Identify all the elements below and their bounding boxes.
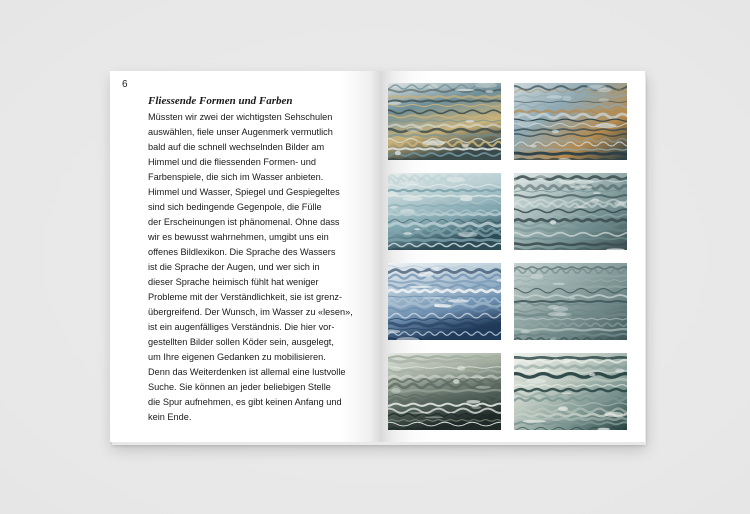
text-line: Müssten wir zwei der wichtigsten Sehschulen <box>148 112 333 122</box>
text-line: übergreifend. Der Wunsch, im Wasser zu «lesen», <box>148 307 353 317</box>
text-line: wir es bewusst wahrnehmen, umgibt uns ein <box>148 232 329 242</box>
water-reflection-photo-6 <box>514 263 627 340</box>
text-line: Suche. Sie können an jeder beliebigen Stelle <box>148 382 331 392</box>
section-heading: Fliessende Formen und Farben <box>148 95 293 107</box>
text-line: offenes Bildlexikon. Die Sprache des Wassers <box>148 247 336 257</box>
text-line: ist ein augenfälliges Verständnis. Die hier vor- <box>148 322 335 332</box>
water-reflection-photo-1 <box>388 83 501 160</box>
text-line: sind sich bedingende Gegenpole, die Fülle <box>148 202 322 212</box>
text-line: gestellten Bilder sollen Köder sein, ausgelegt, <box>148 337 334 347</box>
water-reflection-photo-4 <box>514 173 627 250</box>
water-reflection-photo-8 <box>514 353 627 430</box>
text-line: Himmel und Wasser, Spiegel und Gespiegeltes <box>148 187 340 197</box>
water-reflection-photo-2 <box>514 83 627 160</box>
page-number: 6 <box>122 79 128 90</box>
water-reflection-photo-5 <box>388 263 501 340</box>
text-line: Probleme mit der Verständlichkeit, sie ist grenz- <box>148 292 343 302</box>
text-line: Himmel und die fliessenden Formen- und <box>148 157 317 167</box>
text-line: der Erscheinungen ist phänomenal. Ohne dass <box>148 217 340 227</box>
text-line: dieser Sprache heimisch fühlt hat weniger <box>148 277 319 287</box>
text-line: auswählen, fiele unser Augenmerk vermutlich <box>148 127 333 137</box>
text-line: Farbenspiele, die sich im Wasser anbieten. <box>148 172 324 182</box>
body-text <box>148 110 370 425</box>
text-line: ist die Sprache der Augen, und wer sich in <box>148 262 320 272</box>
water-reflection-photo-7 <box>388 353 501 430</box>
text-line: bald auf die schnell wechselnden Bilder am <box>148 142 325 152</box>
text-line: kein Ende. <box>148 412 192 422</box>
text-line: um Ihre eigenen Gedanken zu mobilisieren. <box>148 352 326 362</box>
text-line: die Spur aufnehmen, es gibt keinen Anfang und <box>148 397 342 407</box>
water-reflection-photo-3 <box>388 173 501 250</box>
text-line: Denn das Weiterdenken ist allemal eine lustvolle <box>148 367 346 377</box>
